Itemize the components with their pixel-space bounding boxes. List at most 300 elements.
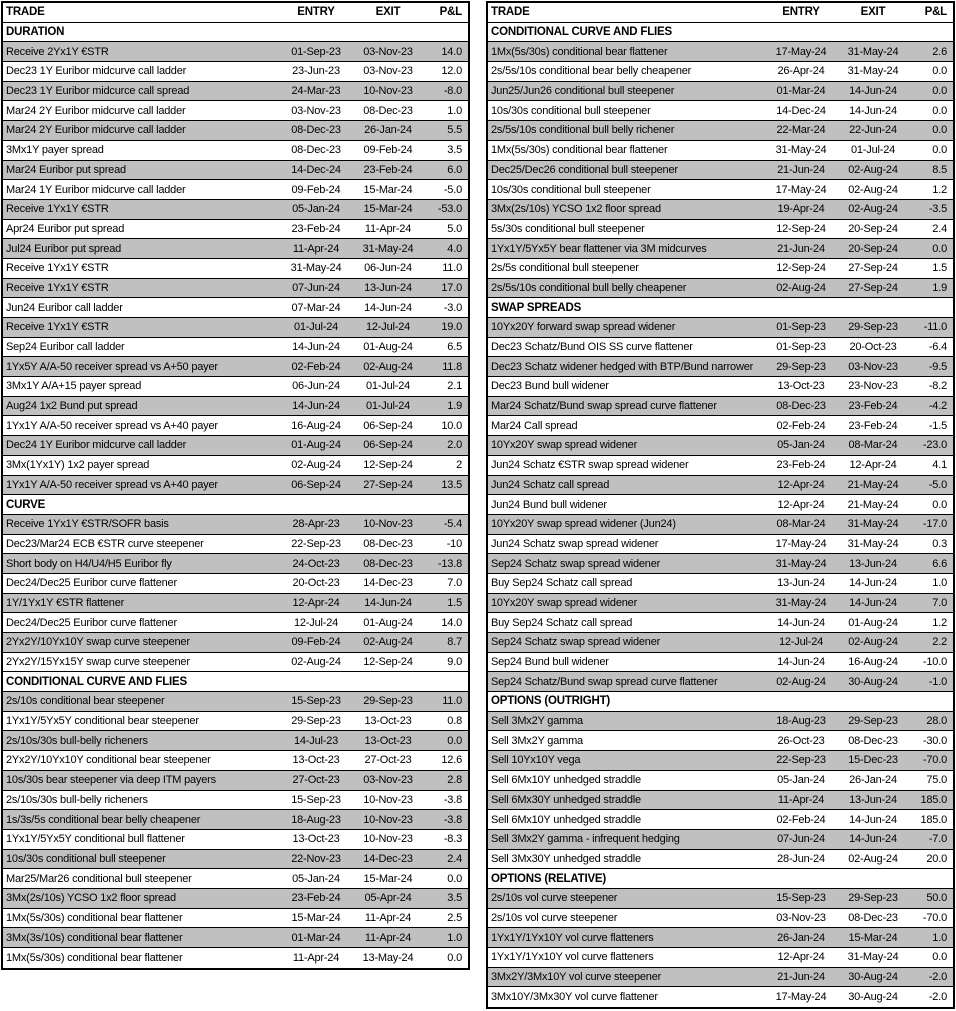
table-row [3,731,468,751]
entry-cell: 22-Nov-23 [291,852,341,865]
trade-cell: 2s/10s vol curve steepener [491,911,618,924]
column-header-row [488,3,953,23]
entry-cell: 23-Feb-24 [291,222,341,235]
exit-cell: 31-May-24 [847,537,899,550]
pnl-cell: 2.2 [932,636,947,649]
column-header-trade-cell: TRADE [491,6,530,19]
table-row [488,830,953,850]
pnl-cell: 10.0 [441,419,462,432]
exit-cell: 10-Nov-23 [363,793,413,806]
entry-cell: 17-May-24 [775,991,827,1004]
section-header-row [3,23,468,43]
exit-cell: 14-Jun-24 [849,577,897,590]
trade-cell: Receive 1Yx1Y €STR [6,281,109,294]
trade-cell: 2s/5s/10s conditional bear belly cheapener [491,65,692,78]
pnl-cell: 4.1 [932,459,947,472]
trade-cell: Apr24 Euribor put spread [6,222,125,235]
exit-cell: 02-Aug-24 [363,636,413,649]
table-row [3,416,468,436]
exit-cell: 10-Nov-23 [363,813,413,826]
entry-cell: 26-Jan-24 [777,931,825,944]
trade-cell: Jun24 Schatz €STR swap spread widener [491,459,689,472]
entry-cell: 17-May-24 [775,45,827,58]
table-row [3,357,468,377]
exit-cell: 29-Sep-23 [848,892,898,905]
exit-cell: 14-Jun-24 [849,104,897,117]
entry-cell: 14-Dec-24 [291,163,341,176]
section-header-row [488,23,953,43]
exit-cell: 13-Jun-24 [364,281,412,294]
pnl-cell: -5.0 [443,183,462,196]
entry-cell: 13-Oct-23 [292,754,340,767]
entry-cell: 01-Sep-23 [776,341,826,354]
trade-cell: Dec23/Mar24 ECB €STR curve steepener [6,537,204,550]
section-header-row [488,869,953,889]
pnl-cell: 0.0 [932,951,947,964]
trade-cell: Sell 3Mx2Y gamma [491,734,583,747]
entry-cell: 12-Apr-24 [777,478,825,491]
exit-cell: 12-Jul-24 [365,321,411,334]
trade-cell: 2s/10s/30s bull-belly richeners [6,793,148,806]
trade-cell: 1Yx1Y/1Yx10Y vol curve flatteners [491,931,654,944]
table-row [3,712,468,732]
pnl-cell: -2.0 [928,991,947,1004]
table-row [488,121,953,141]
table-row [3,810,468,830]
section-header-row [488,298,953,318]
pnl-cell: 1.0 [447,931,462,944]
trade-cell: Sep24 Schatz swap spread widener [491,636,661,649]
table-row [488,554,953,574]
trade-cell: 2s/5s/10s conditional bull belly richener [491,124,675,137]
entry-cell: 17-May-24 [775,537,827,550]
trade-cell: 10s/30s conditional bull steepener [6,852,166,865]
entry-cell: 05-Jan-24 [292,872,340,885]
trade-cell: Sell 3Mx2Y gamma - infrequent hedging [491,833,680,846]
table-row [488,909,953,929]
pnl-cell: -10 [446,537,462,550]
trade-cell: 3Mx(2s/10s) YCSO 1x2 floor spread [491,203,661,216]
table-row [488,672,953,692]
trade-cell: 10s/30s conditional bull steepener [491,104,651,117]
entry-cell: 11-Apr-24 [292,951,340,964]
exit-cell: 03-Nov-23 [363,45,413,58]
exit-cell: 20-Sep-24 [848,222,898,235]
table-row [3,62,468,82]
trade-cell: Short body on H4/U4/H5 Euribor fly [6,557,172,570]
entry-cell: 06-Jun-24 [292,380,340,393]
table-row [3,220,468,240]
entry-cell: 15-Sep-23 [291,695,341,708]
pnl-cell: 0.0 [447,734,462,747]
pnl-cell: -5.4 [443,518,462,531]
table-row [3,830,468,850]
pnl-cell: 4.0 [447,242,462,255]
exit-cell: 14-Jun-24 [849,85,897,98]
table-row [3,928,468,948]
pnl-cell: -30.0 [922,734,947,747]
exit-cell: 23-Feb-24 [363,163,413,176]
trade-cell: 1Yx1Y A/A-50 receiver spread vs A+40 payer [6,478,218,491]
pnl-cell: -11.0 [923,321,947,334]
exit-cell: 03-Nov-23 [363,774,413,787]
pnl-cell: 185.0 [920,793,947,806]
table-row [488,968,953,988]
entry-cell: 24-Oct-23 [292,557,340,570]
pnl-cell: 2.0 [447,439,462,452]
entry-cell: 01-Mar-24 [776,85,826,98]
exit-cell: 08-Dec-23 [363,104,413,117]
exit-cell: 31-May-24 [847,951,899,964]
exit-cell: 27-Oct-23 [364,754,412,767]
trade-cell: Mar24 2Y Euribor midcurve call ladder [6,124,186,137]
trade-cell: 5s/30s conditional bull steepener [491,222,645,235]
table-row [3,613,468,633]
table-row [3,338,468,358]
table-row [3,554,468,574]
entry-cell: 14-Jul-23 [293,734,339,747]
entry-cell: 02-Aug-24 [776,675,826,688]
entry-cell: 26-Apr-24 [777,65,825,78]
exit-cell: 01-Aug-24 [363,616,413,629]
pnl-cell: -1.0 [928,675,947,688]
pnl-cell: 2.8 [447,774,462,787]
exit-cell: 15-Mar-24 [848,931,898,944]
trade-cell: Dec25/Dec26 conditional bull steepener [491,163,678,176]
entry-cell: 31-May-24 [775,557,827,570]
table-row [488,456,953,476]
table-row [488,535,953,555]
table-row [488,436,953,456]
exit-cell: 08-Dec-23 [363,537,413,550]
table-row [488,338,953,358]
exit-cell: 30-Aug-24 [848,971,898,984]
exit-cell: 08-Mar-24 [848,439,898,452]
pnl-cell: 28.0 [926,715,947,728]
trade-cell: 2Yx2Y/15Yx15Y swap curve steepener [6,656,190,669]
trade-cell: 1Yx1Y/5Yx5Y conditional bull flattener [6,833,185,846]
table-row [488,987,953,1007]
entry-cell: 07-Mar-24 [291,301,341,314]
trade-cell: Sep24 Euribor call ladder [6,341,125,354]
entry-cell: 13-Jun-24 [777,577,825,590]
table-row [488,377,953,397]
trade-cell: 1Yx5Y A/A-50 receiver spread vs A+50 payer [6,360,218,373]
trade-cell: Dec23 Bund bull widener [491,380,609,393]
entry-cell: 01-Jul-24 [293,321,339,334]
table-row [3,42,468,62]
trades-table-left [1,1,470,970]
trade-cell: 2s/5s conditional bull steepener [491,262,639,275]
entry-cell: 02-Feb-24 [776,419,826,432]
exit-cell: 09-Feb-24 [363,144,413,157]
exit-cell: 29-Sep-23 [363,695,413,708]
pnl-cell: 6.6 [932,557,947,570]
entry-cell: 03-Nov-23 [776,911,826,924]
trade-cell: 2Yx2Y/10Yx10Y swap curve steepener [6,636,190,649]
pnl-cell: 1.0 [447,104,462,117]
exit-cell: 02-Aug-24 [848,183,898,196]
table-row [3,574,468,594]
trade-cell: Sep24 Bund bull widener [491,656,609,669]
table-row [3,850,468,870]
exit-cell: 14-Jun-24 [849,813,897,826]
pnl-cell: -2.0 [928,971,947,984]
exit-cell: 31-May-24 [847,518,899,531]
entry-cell: 02-Feb-24 [776,813,826,826]
entry-cell: 11-Apr-24 [292,242,340,255]
table-row [488,397,953,417]
entry-cell: 14-Jun-24 [292,341,340,354]
trade-cell: 1Mx(5s/30s) conditional bear flattener [491,45,668,58]
trade-cell: 3Mx2Y/3Mx10Y vol curve steepener [491,971,662,984]
pnl-cell: 1.0 [932,577,947,590]
table-row [488,751,953,771]
trade-cell: Jun25/Jun26 conditional bull steepener [491,85,675,98]
entry-cell: 15-Sep-23 [776,892,826,905]
trade-cell: 10Yx20Y swap spread widener [491,596,638,609]
exit-cell: 14-Jun-24 [849,596,897,609]
pnl-cell: 3.5 [447,144,462,157]
entry-cell: 12-Sep-24 [776,222,826,235]
exit-cell: 11-Apr-24 [364,222,412,235]
entry-cell: 22-Sep-23 [291,537,341,550]
trade-cell: Dec23 Schatz widener hedged with BTP/Bund narrower [491,360,754,373]
entry-cell: 22-Sep-23 [776,754,826,767]
pnl-cell: 0.0 [932,498,947,511]
trade-cell: 10s/30s bear steepener via deep ITM payers [6,774,216,787]
pnl-cell: 2.4 [447,852,462,865]
pnl-cell: 1.5 [932,262,947,275]
entry-cell: 26-Oct-23 [777,734,825,747]
pnl-cell: 0.0 [932,104,947,117]
pnl-cell: -70.0 [922,911,947,924]
pnl-cell: 7.0 [447,577,462,590]
column-header-exit-cell: EXIT [860,6,886,19]
entry-cell: 05-Jan-24 [292,203,340,216]
entry-cell: 08-Dec-23 [291,144,341,157]
entry-cell: 12-Jul-24 [778,636,824,649]
pnl-cell: 11.0 [442,262,462,275]
trade-cell: Sell 10Yx10Y vega [491,754,581,767]
trade-cell: 3Mx10Y/3Mx30Y vol curve flattener [491,991,658,1004]
entry-cell: 02-Aug-24 [776,281,826,294]
trade-cell: 1Mx(5s/30s) conditional bear flattener [6,911,183,924]
entry-cell: 08-Dec-23 [776,400,826,413]
pnl-cell: 19.0 [441,321,462,334]
section-header-row [3,672,468,692]
table-row [488,613,953,633]
trade-cell: Mar24 Euribor put spread [6,163,126,176]
entry-cell: 01-Aug-24 [291,439,341,452]
table-row [3,121,468,141]
trade-cell: 1Yx1Y A/A-50 receiver spread vs A+40 payer [6,419,218,432]
entry-cell: 05-Jan-24 [777,774,825,787]
trade-cell: Sep24 Schatz swap spread widener [491,557,661,570]
entry-cell: 22-Mar-24 [776,124,826,137]
section-header-row [3,495,468,515]
trade-cell: 1Y/1Yx1Y €STR flattener [6,596,125,609]
table-row [3,476,468,496]
table-row [488,416,953,436]
pnl-cell: 20.0 [926,852,947,865]
trade-cell: 1Yx1Y/5Yx5Y conditional bear steepener [6,715,199,728]
entry-cell: 02-Feb-24 [291,360,341,373]
pnl-cell: 6.0 [447,163,462,176]
exit-cell: 14-Jun-24 [364,596,412,609]
table-row [3,948,468,968]
exit-cell: 15-Mar-24 [363,872,413,885]
pnl-cell: 2.5 [447,911,462,924]
exit-cell: 14-Jun-24 [849,833,897,846]
entry-cell: 16-Aug-24 [291,419,341,432]
exit-cell: 08-Dec-23 [848,911,898,924]
exit-cell: 23-Feb-24 [848,400,898,413]
exit-cell: 29-Sep-23 [848,321,898,334]
entry-cell: 18-Aug-23 [776,715,826,728]
trade-cell: 3Mx1Y A/A+15 payer spread [6,380,142,393]
pnl-cell: 0.0 [932,85,947,98]
trade-cell: 10Yx20Y swap spread widener (Jun24) [491,518,676,531]
entry-cell: 23-Jun-23 [292,65,340,78]
pnl-cell: 1.5 [447,596,462,609]
table-row [488,928,953,948]
column-header-pnl-cell: P&L [439,6,462,19]
pnl-cell: -23.0 [922,439,947,452]
trade-cell: 1Yx1Y/1Yx10Y vol curve flatteners [491,951,654,964]
exit-cell: 12-Sep-24 [363,459,413,472]
pnl-cell: 11.0 [442,695,462,708]
entry-cell: 14-Dec-24 [776,104,826,117]
exit-cell: 01-Jul-24 [365,380,411,393]
exit-cell: 05-Apr-24 [364,892,412,905]
table-row [3,200,468,220]
trade-cell: 2s/10s vol curve steepener [491,892,618,905]
table-row [488,712,953,732]
pnl-cell: -8.3 [443,833,462,846]
trade-cell: 2s/5s/10s conditional bull belly cheapener [491,281,687,294]
pnl-cell: 1.2 [932,616,947,629]
table-row [488,476,953,496]
pnl-cell: 2 [456,459,462,472]
entry-cell: 02-Aug-24 [291,459,341,472]
trade-cell: 1Yx1Y/5Yx5Y bear flattener via 3M midcurves [491,242,707,255]
trade-cell: Mar24 Call spread [491,419,578,432]
table-row [488,62,953,82]
entry-cell: 08-Dec-23 [291,124,341,137]
entry-cell: 23-Feb-24 [291,892,341,905]
exit-cell: 02-Aug-24 [848,636,898,649]
pnl-cell: 2.1 [447,380,462,393]
table-row [488,357,953,377]
exit-cell: 21-May-24 [847,478,899,491]
table-row [488,101,953,121]
exit-cell: 14-Dec-23 [363,577,413,590]
trade-cell: 3Mx1Y payer spread [6,144,104,157]
entry-cell: 31-May-24 [775,144,827,157]
pnl-cell: 0.0 [447,872,462,885]
pnl-cell: -9.5 [928,360,947,373]
table-row [3,279,468,299]
entry-cell: 02-Aug-24 [291,656,341,669]
pnl-cell: 0.0 [932,242,947,255]
entry-cell: 01-Mar-24 [291,931,341,944]
entry-cell: 12-Jul-24 [293,616,339,629]
table-row [3,318,468,338]
trade-cell: 3Mx(2s/10s) YCSO 1x2 floor spread [6,892,176,905]
pnl-cell: 0.3 [932,537,947,550]
table-row [488,850,953,870]
exit-cell: 12-Apr-24 [849,459,897,472]
exit-cell: 10-Nov-23 [363,85,413,98]
table-row [488,180,953,200]
pnl-cell: 14.0 [441,45,462,58]
pnl-cell: 0.0 [447,951,462,964]
exit-cell: 13-Oct-23 [364,734,412,747]
table-row [3,515,468,535]
trade-cell: Receive 2Yx1Y €STR [6,45,109,58]
trade-cell: 2Yx2Y/10Yx10Y conditional bear steepener [6,754,211,767]
trade-cell: Jun24 Schatz call spread [491,478,610,491]
pnl-cell: 5.0 [447,222,462,235]
table-row [3,101,468,121]
exit-cell: 26-Jan-24 [364,124,412,137]
trade-cell: Buy Sep24 Schatz call spread [491,577,633,590]
pnl-cell: 1.2 [932,183,947,196]
exit-cell: 01-Jul-24 [365,400,411,413]
table-row [488,220,953,240]
entry-cell: 27-Oct-23 [292,774,340,787]
pnl-cell: -3.8 [443,793,462,806]
pnl-cell: -8.2 [928,380,947,393]
trade-cell: Jul24 Euribor put spread [6,242,122,255]
table-row [3,456,468,476]
exit-cell: 02-Aug-24 [848,203,898,216]
trade-cell: Buy Sep24 Schatz call spread [491,616,633,629]
pnl-cell: 13.5 [441,478,462,491]
table-row [3,180,468,200]
exit-cell: 15-Mar-24 [363,183,413,196]
pnl-cell: -7.0 [928,833,947,846]
exit-cell: 30-Aug-24 [848,991,898,1004]
pnl-cell: 0.0 [932,65,947,78]
entry-cell: 06-Sep-24 [291,478,341,491]
trade-cell: 10Yx20Y swap spread widener [491,439,638,452]
pnl-cell: -5.0 [928,478,947,491]
exit-cell: 15-Dec-23 [848,754,898,767]
pnl-cell: -1.5 [928,419,947,432]
table-row [3,692,468,712]
pnl-cell: 3.5 [447,892,462,905]
exit-cell: 03-Nov-23 [848,360,898,373]
pnl-cell: 12.6 [441,754,462,767]
section-title: CONDITIONAL CURVE AND FLIES [6,675,187,688]
exit-cell: 01-Aug-24 [363,341,413,354]
exit-cell: 03-Nov-23 [363,65,413,78]
section-header-row [488,692,953,712]
section-title: SWAP SPREADS [491,301,582,314]
pnl-cell: 12.0 [441,65,462,78]
entry-cell: 01-Sep-23 [776,321,826,334]
exit-cell: 08-Dec-23 [848,734,898,747]
exit-cell: 13-Jun-24 [849,557,897,570]
table-row [488,948,953,968]
table-row [488,594,953,614]
trade-cell: Sell 6Mx30Y unhedged straddle [491,793,641,806]
table-row [3,889,468,909]
pnl-cell: -8.0 [443,85,462,98]
pnl-cell: -3.0 [443,301,462,314]
